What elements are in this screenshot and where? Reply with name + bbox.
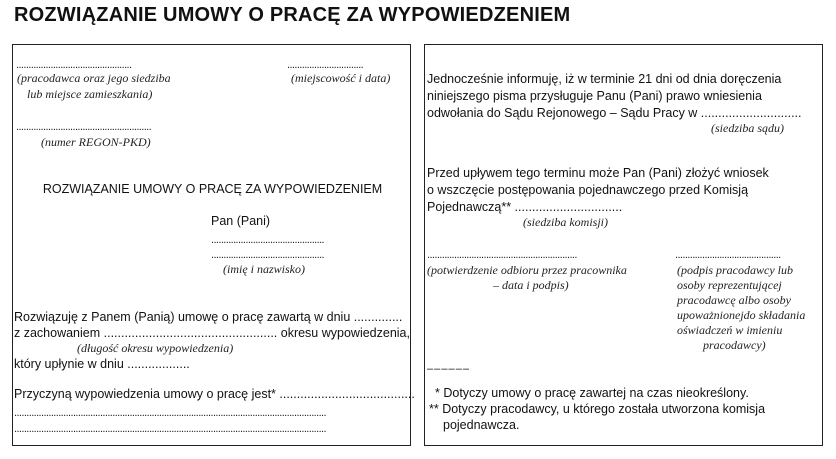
appeal-para-line2: niniejszego pisma przysługuje Panu (Pani) prawo wniesienia <box>427 89 762 103</box>
conciliation-para-line1: Przed upływem tego terminu może Pan (Pani) złożyć wniosek <box>427 166 769 180</box>
reason-line: Przyczyną wypowiedzenia umowy o pracę jest* ....................................... <box>14 387 415 401</box>
signature-caption-line4: upoważnionejdo składania <box>677 308 806 322</box>
regon-caption: (numer REGON-PKD) <box>41 135 151 149</box>
page-title: ROZWIĄZANIE UMOWY O PRACĘ ZA WYPOWIEDZENIEM <box>14 4 571 26</box>
conciliation-para-line2: o wszczęcie postępowania pojednawczego przed Komisją <box>427 183 749 197</box>
commission-caption: (siedziba komisji) <box>523 215 608 229</box>
receipt-dots: ............................................................. <box>427 249 577 261</box>
signature-caption-line6: pracodawcy) <box>703 338 766 352</box>
signature-caption-line5: oświadczeń w imieniu <box>677 323 783 337</box>
employer-dots: ............................................... <box>16 59 132 71</box>
form-heading: ROZWIĄZANIE UMOWY O PRACĘ ZA WYPOWIEDZENIEM <box>42 182 383 196</box>
signature-caption-line2: osoby reprezentującej <box>677 278 782 292</box>
footnote-2-line1: ** Dotyczy pracodawcy, u którego została utworzona komisja <box>429 402 766 416</box>
regon-dots: ....................................................... <box>16 121 152 133</box>
addressee-label: Pan (Pani) <box>211 214 271 228</box>
name-dots-2: .............................................. <box>211 249 324 261</box>
appeal-para-line1: Jednocześnie informuję, iż w terminie 21 dni od dnia doręczenia <box>427 72 782 86</box>
place-date-dots: ............................... <box>287 59 364 71</box>
reason-dots-1: ............................................................................................................................... <box>14 407 326 419</box>
name-caption: (imię i nazwisko) <box>223 262 305 276</box>
receipt-caption-line1: (potwierdzenie odbioru przez pracownika <box>427 263 627 277</box>
employer-caption-line1: (pracodawca oraz jego siedziba <box>17 71 171 85</box>
form-right-panel <box>424 44 823 446</box>
name-dots-1: .............................................. <box>211 234 324 246</box>
reason-dots-2: ............................................................................................................................... <box>14 423 326 435</box>
place-date-caption: (miejscowość i data) <box>291 71 391 85</box>
footnote-2-line2: pojednawcza. <box>443 418 520 432</box>
body-line1: Rozwiązuję z Panem (Panią) umowę o pracę zawartą w dniu .............. <box>14 310 403 324</box>
body-line3: który upłynie w dniu .................. <box>14 357 190 371</box>
employer-caption-line2: lub miejsce zamieszkania) <box>27 87 153 101</box>
form-left-panel <box>12 44 415 446</box>
footnote-separator: – – – – – – <box>427 363 468 375</box>
conciliation-para-line3: Pojednawczą** ............................... <box>427 200 623 214</box>
signature-caption-line1: (podpis pracodawcy lub <box>677 263 793 277</box>
appeal-para-line3: odwołania do Sądu Rejonowego – Sądu Pracy w ............................. <box>427 106 802 120</box>
notice-period-caption: (długość okresu wypowiedzenia) <box>77 341 234 355</box>
court-caption: (siedziba sądu) <box>711 121 784 135</box>
body-line2: z zachowaniem .................................................. okresu wypowiedzenia, <box>14 326 410 340</box>
signature-dots: ........................................... <box>675 249 781 261</box>
receipt-caption-line2: – data i podpis) <box>493 278 569 292</box>
signature-caption-line3: pracodawcę albo osoby <box>677 293 791 307</box>
footnote-1: * Dotyczy umowy o pracę zawartej na czas nieokreślony. <box>435 386 749 400</box>
